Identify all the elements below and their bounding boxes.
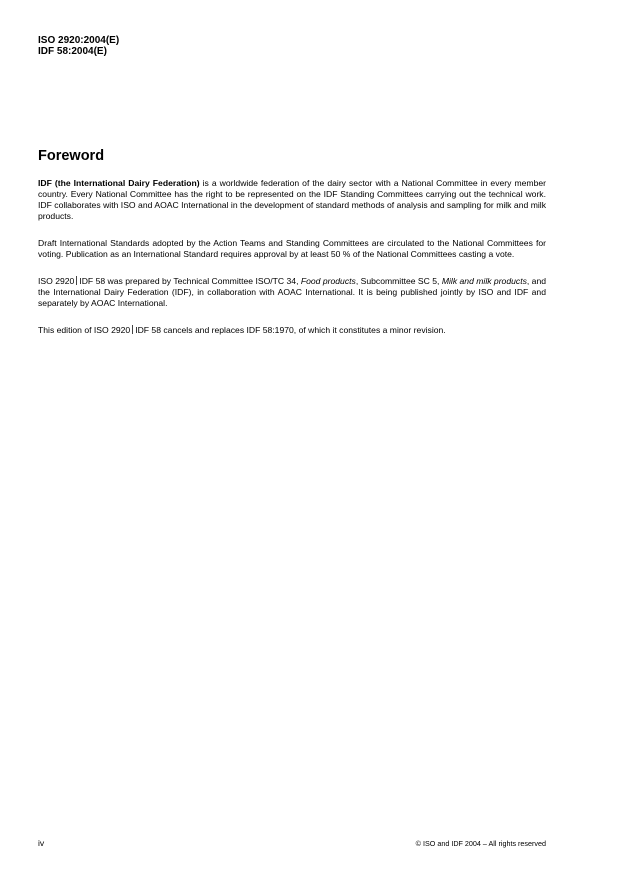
paragraph-preparation — [38, 276, 546, 309]
paragraph-text: is a worldwide federation of the dairy sector with a National Committee in every member country. Every National Committee has the right to be represented on the IDF Standing Committees carrying out the technical work. IDF collaborates with ISO and AOAC International in the development of standard methods of analysis and sampling for milk and milk products. — [38, 178, 546, 221]
paragraph-voting — [38, 238, 546, 260]
iso-reference: ISO 2920:2004(E) — [38, 35, 120, 46]
page-number: iv — [38, 838, 45, 848]
idf-bold-lead: IDF (the International Dairy Federation) — [38, 178, 200, 188]
vertical-separator — [76, 276, 77, 285]
iso-number: ISO 2920 — [38, 276, 75, 286]
idf-reference: IDF 58:2004(E) — [38, 45, 107, 57]
paragraph-text: , Subcommittee SC 5, — [355, 276, 442, 286]
paragraph-edition — [38, 325, 546, 336]
paragraph-text: IDF 58 cancels and replaces IDF 58:1970, of which it constitutes a minor revision. — [135, 325, 446, 335]
document-header — [38, 36, 119, 57]
paragraph-text: This edition of ISO 2920 — [38, 325, 131, 335]
paragraph-text: IDF 58 was prepared by Technical Committee ISO/TC 34, — [79, 276, 301, 286]
copyright-notice: © ISO and IDF 2004 – All rights reserved — [415, 839, 546, 848]
paragraph-text: , and the International Dairy Federation (IDF), in collaboration with AOAC International. It is being published jointly by ISO and IDF and separately by AOAC International. — [38, 276, 547, 308]
paragraph-idf-description — [38, 178, 546, 222]
subcommittee-name-milk-products: Milk and milk products — [441, 276, 527, 286]
vertical-separator — [132, 325, 133, 334]
paragraph-text: Draft International Standards adopted by the Action Teams and Standing Committees are circulated to the National Committees for voting. Publication as an International Standard requires approval by at least 50 % of the National Committees casting a vote. — [38, 238, 546, 259]
section-heading-foreword: Foreword — [38, 148, 105, 164]
foreword-body — [38, 178, 546, 352]
committee-name-food-products: Food products — [300, 276, 356, 286]
